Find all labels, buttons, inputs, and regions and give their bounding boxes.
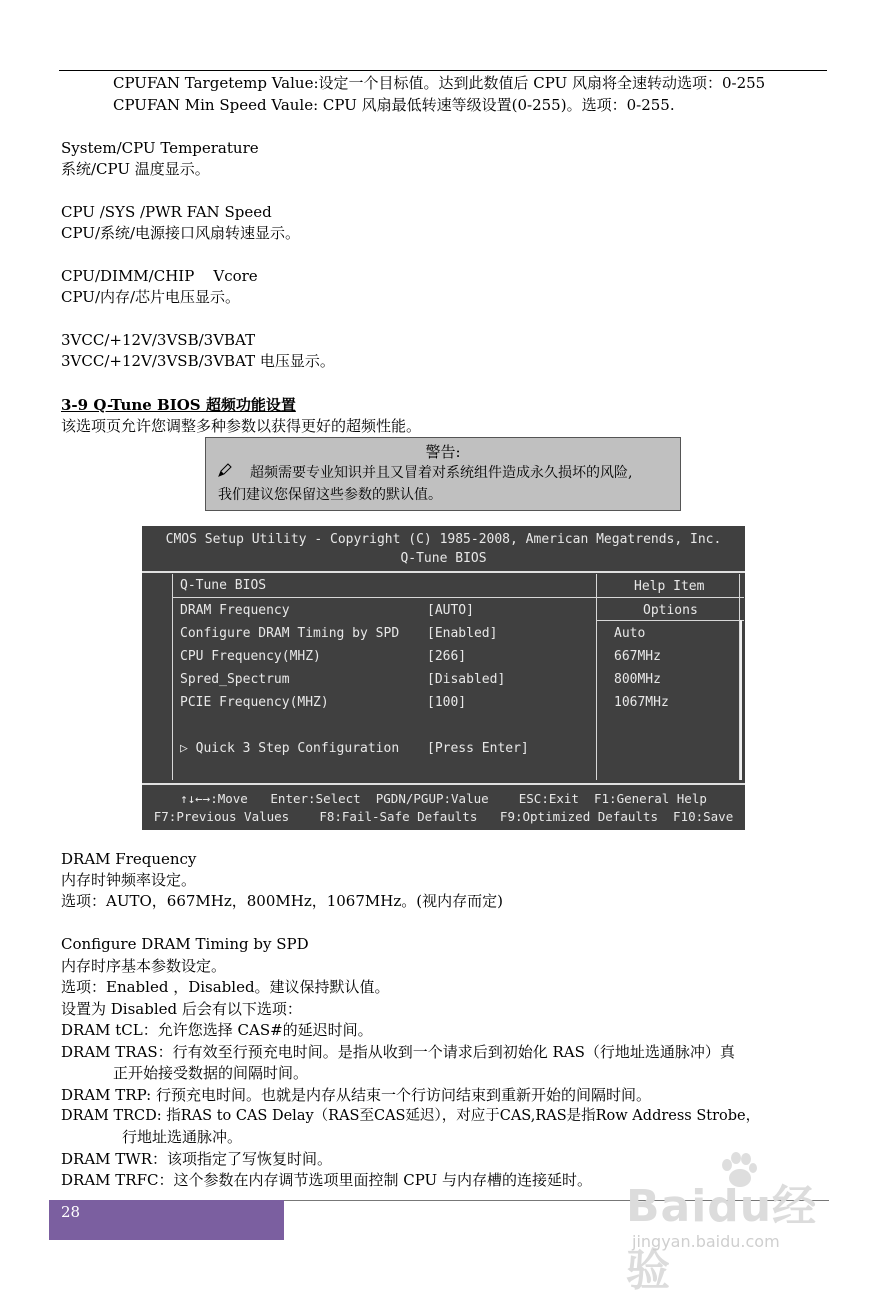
section-desc-voltage: 3VCC/+12V/3VSB/3VBAT 电压显示。 xyxy=(61,352,335,370)
dram-twr: DRAM TWR：该项指定了写恢复时间。 xyxy=(61,1150,332,1168)
dram-trcd-line-2: 行地址选通脉冲。 xyxy=(122,1128,243,1146)
dram-timing-title: Configure DRAM Timing by SPD xyxy=(61,935,309,953)
dram-tras-line-2: 正开始接受数据的间隔时间。 xyxy=(113,1064,309,1082)
dram-timing-note: 设置为 Disabled 后会有以下选项： xyxy=(61,1000,302,1018)
dram-frequency-desc: 内存时钟频率设定。 xyxy=(61,871,197,889)
bios-option-800: 800MHz xyxy=(614,672,661,687)
bios-option-1067: 1067MHz xyxy=(614,695,669,710)
bios-row-pcie-frequency[interactable]: PCIE Frequency(MHZ) xyxy=(180,695,329,710)
bios-value-spread-spectrum[interactable]: [Disabled] xyxy=(427,672,506,687)
baidu-watermark xyxy=(622,1150,834,1296)
dram-frequency-options: 选项：AUTO，667MHz，800MHz，1067MHz。(视内存而定) xyxy=(61,892,503,910)
intro-line-2: CPUFAN Min Speed Vaule: CPU 风扇最低转速等级设置(0-255)。选项：0-255. xyxy=(113,96,675,114)
section-desc-temperature: 系统/CPU 温度显示。 xyxy=(61,160,210,178)
bios-row-dram-frequency[interactable]: DRAM Frequency xyxy=(180,603,290,618)
bios-help-divider xyxy=(596,574,597,780)
bios-header-copyright: CMOS Setup Utility - Copyright (C) 1985-2008, American Megatrends, Inc. xyxy=(165,532,722,547)
bios-value-pcie-frequency[interactable]: [100] xyxy=(427,695,467,710)
bios-panel-title: Q-Tune BIOS xyxy=(180,578,267,593)
bios-value-quick-config[interactable]: [Press Enter] xyxy=(427,741,529,756)
dram-timing-options: 选项：Enabled ，Disabled。建议保持默认值。 xyxy=(61,978,390,996)
dram-tcl: DRAM tCL：允许您选择 CAS#的延迟时间。 xyxy=(61,1021,373,1039)
watermark-logo: Baidu经验 xyxy=(626,1181,818,1296)
bios-options-title-divider xyxy=(597,620,744,621)
bios-option-auto: Auto xyxy=(614,626,646,641)
section-title-fan-speed: CPU /SYS /PWR FAN Speed xyxy=(61,203,272,221)
section-title-voltage: 3VCC/+12V/3VSB/3VBAT xyxy=(61,331,256,349)
bios-options-title: Options xyxy=(643,603,698,618)
bios-panel-title-divider xyxy=(172,597,596,598)
warning-line-2: 我们建议您保留这些参数的默认值。 xyxy=(218,487,442,503)
dram-tras-line-1: DRAM TRAS：行有效至行预充电时间。是指从收到一个请求后到初始化 RAS（行地址选通脉冲）真 xyxy=(61,1043,735,1061)
warning-box xyxy=(205,437,681,511)
intro-line-1: CPUFAN Targetemp Value:设定一个目标值。达到此数值后 CPU 风扇将全速转动选项：0-255 xyxy=(113,74,766,92)
bios-scrollbar[interactable] xyxy=(740,620,742,780)
section-desc-vcore: CPU/内存/芯片电压显示。 xyxy=(61,288,241,306)
triangle-right-icon: ▷ xyxy=(180,741,196,756)
top-rule xyxy=(59,70,827,71)
bios-value-dram-timing[interactable]: [Enabled] xyxy=(427,626,498,641)
bios-value-dram-frequency[interactable]: [AUTO] xyxy=(427,603,474,618)
bios-row-dram-timing[interactable]: Configure DRAM Timing by SPD xyxy=(180,626,400,641)
warning-line-1: 超频需要专业知识并且又冒着对系统组件造成永久损坏的风险, xyxy=(218,462,632,482)
bios-value-cpu-frequency[interactable]: [266] xyxy=(427,649,467,664)
bios-help-title-divider xyxy=(597,597,744,598)
section-title-temperature: System/CPU Temperature xyxy=(61,139,259,157)
watermark-site: jingyan.baidu.com xyxy=(632,1232,780,1251)
warning-title: 警告: xyxy=(425,443,461,461)
bios-row-quick-config[interactable]: ▷ Quick 3 Step Configuration xyxy=(180,741,400,756)
bios-help-title: Help Item xyxy=(634,579,705,594)
dram-trcd-line-1: DRAM TRCD: 指RAS to CAS Delay（RAS至CAS延迟），对应于CAS,RAS是指Row Address Strobe， xyxy=(61,1108,761,1124)
bios-footer-keys-2: F7:Previous Values F8:Fail-Safe Defaults F9:Optimized Defaults F10:Save xyxy=(153,809,734,824)
page-number-bar xyxy=(49,1200,284,1240)
section-title-vcore: CPU/DIMM/CHIP Vcore xyxy=(61,267,258,285)
pencil-icon xyxy=(218,463,232,481)
dram-trfc: DRAM TRFC：这个参数在内存调节选项里面控制 CPU 与内存槽的连接延时。 xyxy=(61,1171,592,1189)
dram-frequency-title: DRAM Frequency xyxy=(61,850,197,868)
bios-footer-divider xyxy=(142,783,745,785)
bios-row-spread-spectrum[interactable]: Spred_Spectrum xyxy=(180,672,290,687)
bios-option-667: 667MHz xyxy=(614,649,661,664)
section-desc-fan-speed: CPU/系统/电源接口风扇转速显示。 xyxy=(61,224,301,242)
bios-screenshot xyxy=(142,526,745,830)
bios-header-divider xyxy=(142,571,745,573)
dram-trp: DRAM TRP: 行预充电时间。也就是内存从结束一个行访问结束到重新开始的间隔时间。 xyxy=(61,1086,651,1104)
qtune-description: 该选项页允许您调整多种参数以获得更好的超频性能。 xyxy=(61,417,422,435)
dram-timing-desc: 内存时序基本参数设定。 xyxy=(61,957,227,975)
bios-header-page: Q-Tune BIOS xyxy=(400,551,487,566)
section-heading-qtune: 3-9 Q-Tune BIOS 超频功能设置 xyxy=(61,396,296,414)
bios-row-cpu-frequency[interactable]: CPU Frequency(MHZ) xyxy=(180,649,321,664)
bios-footer-keys-1: ↑↓←→:Move Enter:Select PGDN/PGUP:Value ESC:Exit F1:General Help xyxy=(180,791,707,806)
page-number: 28 xyxy=(61,1203,81,1221)
